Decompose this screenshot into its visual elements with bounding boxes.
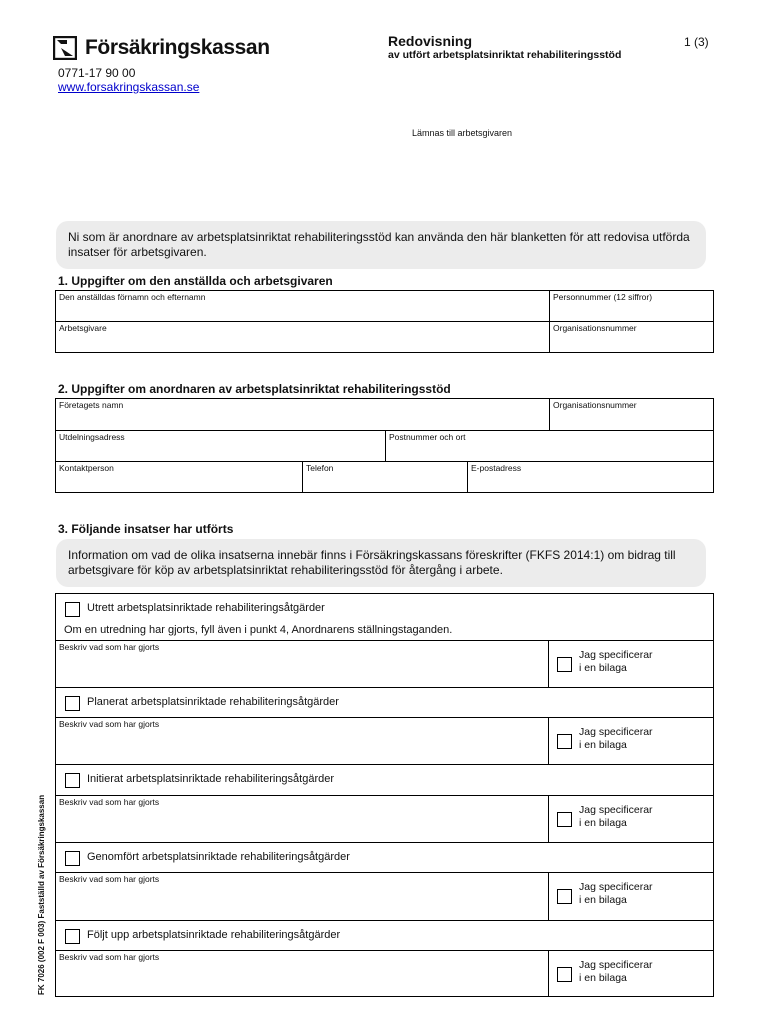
contact-person-field[interactable] [56,462,302,493]
email-label: E-postadress [471,463,522,473]
employer-org-number-field[interactable] [549,322,713,353]
specify-attachment-cell [548,873,713,921]
describe-label: Beskriv vad som har gjorts [59,952,160,962]
form-code: FK 7026 (002 F 003) Fastställd av Försäkringskassan [37,794,46,995]
activity-title: Utrett arbetsplatsinriktade rehabiliteringsåtgärder [87,602,325,614]
specify-attachment-checkbox[interactable] [557,812,572,827]
activity-checkbox[interactable] [65,696,80,711]
activity-row [56,687,713,718]
describe-label: Beskriv vad som har gjorts [59,797,160,807]
company-name-label: Företagets namn [59,400,124,410]
activity-checkbox[interactable] [65,851,80,866]
section-3-info-box: Information om vad de olika insatserna innebär finns i Försäkringskassans föreskrifter (FKFS 2014:1) om bidrag till arbetsgivare för köp av arbetsplatsinriktat rehabiliteringsstöd för återgång i arbete. [56,539,706,587]
describe-field[interactable] [56,641,548,688]
personal-number-label: Personnummer (12 siffror) [553,292,653,302]
document-title: Redovisning [388,33,473,49]
activity-title: Genomfört arbetsplatsinriktade rehabiliteringsåtgärder [87,851,350,863]
section-2-title: 2. Uppgifter om anordnaren av arbetsplatsinriktat rehabiliteringsstöd [58,382,451,396]
activity-row [56,594,713,640]
company-name-field[interactable] [56,399,549,430]
document-subtitle: av utfört arbetsplatsinriktat rehabiliteringsstöd [388,49,622,61]
specify-attachment-cell [548,951,713,997]
telephone-label: Telefon [306,463,334,473]
personal-number-field[interactable] [549,291,713,321]
activity-checkbox[interactable] [65,602,80,617]
describe-field[interactable] [56,796,548,843]
telephone-field[interactable] [302,462,467,493]
employer-field[interactable] [56,322,549,353]
describe-row [56,795,713,843]
deliver-to-note: Lämnas till arbetsgivaren [412,128,513,138]
specify-attachment-label: Jag specificerar i en bilaga [579,804,653,829]
section-1-title: 1. Uppgifter om den anställda och arbetsgivaren [58,274,333,288]
page-number: 1 (3) [684,35,709,49]
postal-field[interactable] [385,431,713,462]
activity-note: Om en utredning har gjorts, fyll även i punkt 4, Anordnarens ställningstaganden. [64,624,453,636]
specify-attachment-checkbox[interactable] [557,734,572,749]
logo-name: Försäkringskassan [85,36,270,59]
describe-field[interactable] [56,873,548,921]
describe-row [56,950,713,997]
address-label: Utdelningsadress [59,432,125,442]
activity-checkbox[interactable] [65,929,80,944]
specify-attachment-label: Jag specificerar i en bilaga [579,881,653,906]
specify-attachment-label: Jag specificerar i en bilaga [579,959,653,984]
specify-attachment-label: Jag specificerar i en bilaga [579,726,653,751]
specify-attachment-cell [548,641,713,688]
email-field[interactable] [467,462,713,493]
describe-label: Beskriv vad som har gjorts [59,642,160,652]
describe-label: Beskriv vad som har gjorts [59,719,160,729]
address-field[interactable] [56,431,385,462]
phone-number: 0771-17 90 00 [58,66,136,80]
postal-label: Postnummer och ort [389,432,466,442]
activity-title: Planerat arbetsplatsinriktade rehabiliteringsåtgärder [87,696,339,708]
logo [53,34,270,62]
provider-org-number-field[interactable] [549,399,713,430]
describe-row [56,717,713,765]
website-link[interactable]: www.forsakringskassan.se [58,80,200,94]
activity-row [56,920,713,951]
activity-checkbox[interactable] [65,773,80,788]
describe-row [56,640,713,688]
activities-table [55,593,714,997]
activity-title: Följt upp arbetsplatsinriktade rehabiliteringsåtgärder [87,929,341,941]
specify-attachment-label: Jag specificerar i en bilaga [579,649,653,674]
activity-row [56,764,713,796]
specify-attachment-cell [548,718,713,765]
intro-info-box: Ni som är anordnare av arbetsplatsinriktat rehabiliteringsstöd kan använda den här blanketten för att redovisa utförda insatser för arbetsgivaren. [56,221,706,269]
specify-attachment-checkbox[interactable] [557,889,572,904]
activity-row [56,842,713,873]
employer-org-number-label: Organisationsnummer [553,323,637,333]
specify-attachment-checkbox[interactable] [557,967,572,982]
section-2-table [55,398,714,493]
provider-org-number-label: Organisationsnummer [553,400,637,410]
specify-attachment-cell [548,796,713,843]
describe-row [56,872,713,921]
activity-title: Initierat arbetsplatsinriktade rehabiliteringsåtgärder [87,773,335,785]
employee-name-field[interactable] [56,291,549,321]
specify-attachment-checkbox[interactable] [557,657,572,672]
describe-label: Beskriv vad som har gjorts [59,874,160,884]
describe-field[interactable] [56,718,548,765]
employer-label: Arbetsgivare [59,323,107,333]
contact-person-label: Kontaktperson [59,463,114,473]
forsakringskassan-logo-icon [53,36,77,60]
employee-name-label: Den anställdas förnamn och efternamn [59,292,206,302]
describe-field[interactable] [56,951,548,997]
section-1-table [55,290,714,353]
section-3-title: 3. Följande insatser har utförts [58,522,234,536]
